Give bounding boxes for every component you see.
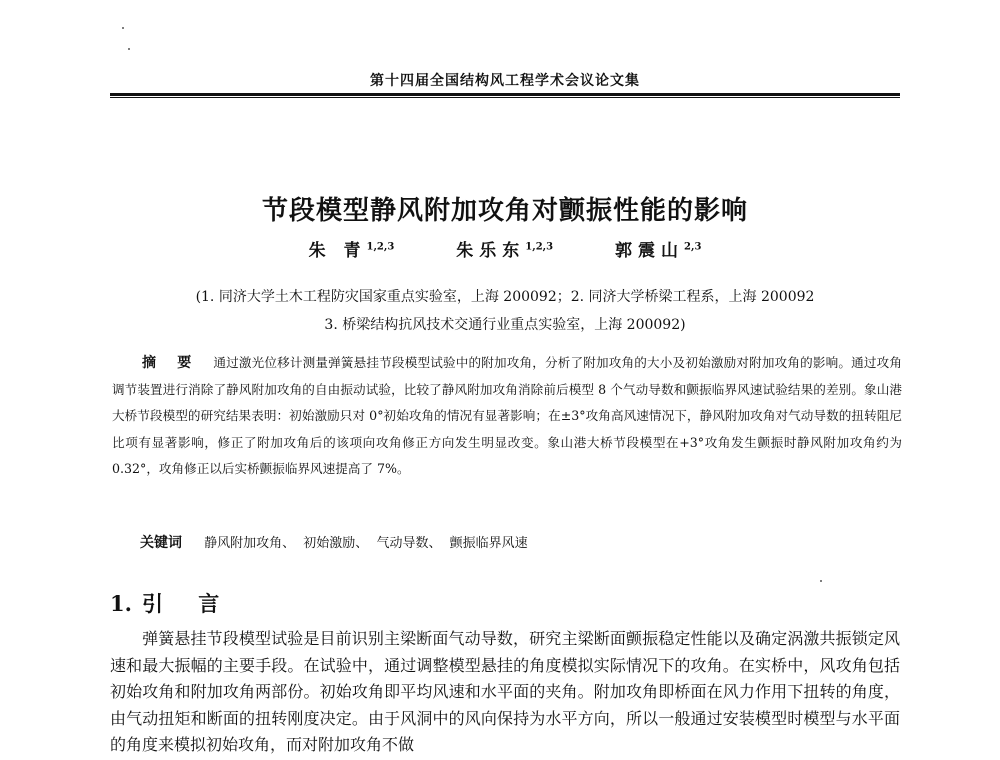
abstract-label: 摘 要 [142,355,200,371]
affiliation-line: 3. 桥梁结构抗风技术交通行业重点实验室，上海 200092) [324,317,686,333]
scan-speck [122,27,124,29]
keywords [140,532,900,552]
affiliation-line: (1. 同济大学土木工程防灾国家重点实验室，上海 200092；2. 同济大学桥梁工程系，上海 200092 [195,289,815,305]
author-list [110,236,900,261]
section-title: 引 言 [141,591,234,616]
section-number: 1. [110,591,132,616]
header-rule [110,93,900,96]
keyword: 气动导数、 [376,536,442,551]
scan-speck [128,48,130,50]
section-heading [110,588,233,618]
body-paragraph [110,626,900,759]
author: 朱乐东$^{1,2,3}$ [456,241,554,261]
header-rule-thin [110,97,900,98]
scan-speck [820,580,822,582]
author: 朱 青$^{1,2,3}$ [308,241,395,261]
paper-title: 节段模型静风附加攻角对颤振性能的影响 [261,196,748,226]
body-text: 弹簧悬挂节段模型试验是目前识别主梁断面气动导数，研究主梁断面颤振稳定性能以及确定涡激共振锁定风速和最大振幅的主要手段。在试验中，通过调整模型悬挂的角度模拟实际情况下的攻角。在实桥中，风攻角包括初始攻角和附加攻角两部份。初始攻角即平均风速和水平面的夹角。附加攻角即桥面在风力作用下扭转的角度，由气动扭矩和断面的扭转刚度决定。由于风洞中的风向保持为水平方向，所以一般通过安装模型时模型与水平面的角度来模拟初始攻角，而对附加攻角不做 [110,629,900,754]
keyword: 静风附加攻角、 [204,536,296,551]
abstract [112,350,902,483]
running-head: 第十四届全国结构风工程学术会议论文集 [370,73,640,89]
abstract-text: 通过激光位移计测量弹簧悬挂节段模型试验中的附加攻角，分析了附加攻角的大小及初始激励对附加攻角的影响。通过攻角调节装置进行消除了静风附加攻角的自由振动试验，比较了静风附加攻角消除前后模型 8 个气动导数和颤振临界风速试验结果的差别。象山港大桥节段模型的研究结果表明：初始激励只对 0°初始攻角的情况有显著影响；在±3°攻角高风速情况下，静风附加攻角对气动导数的扭转阻尼比项有显著影响，修正了附加攻角后的该项向攻角修正方向发生明显改变。象山港大桥节段模型在+3°攻角发生颤振时静风附加攻角约为 0.32°，攻角修正以后实桥颤振临界风速提高了 7%。 [112,355,902,476]
keyword: 初始激励、 [303,536,369,551]
keywords-label: 关键词 [140,535,182,551]
author: 郭震山$^{2,3}$ [615,241,702,261]
keyword: 颤振临界风速 [449,536,528,551]
